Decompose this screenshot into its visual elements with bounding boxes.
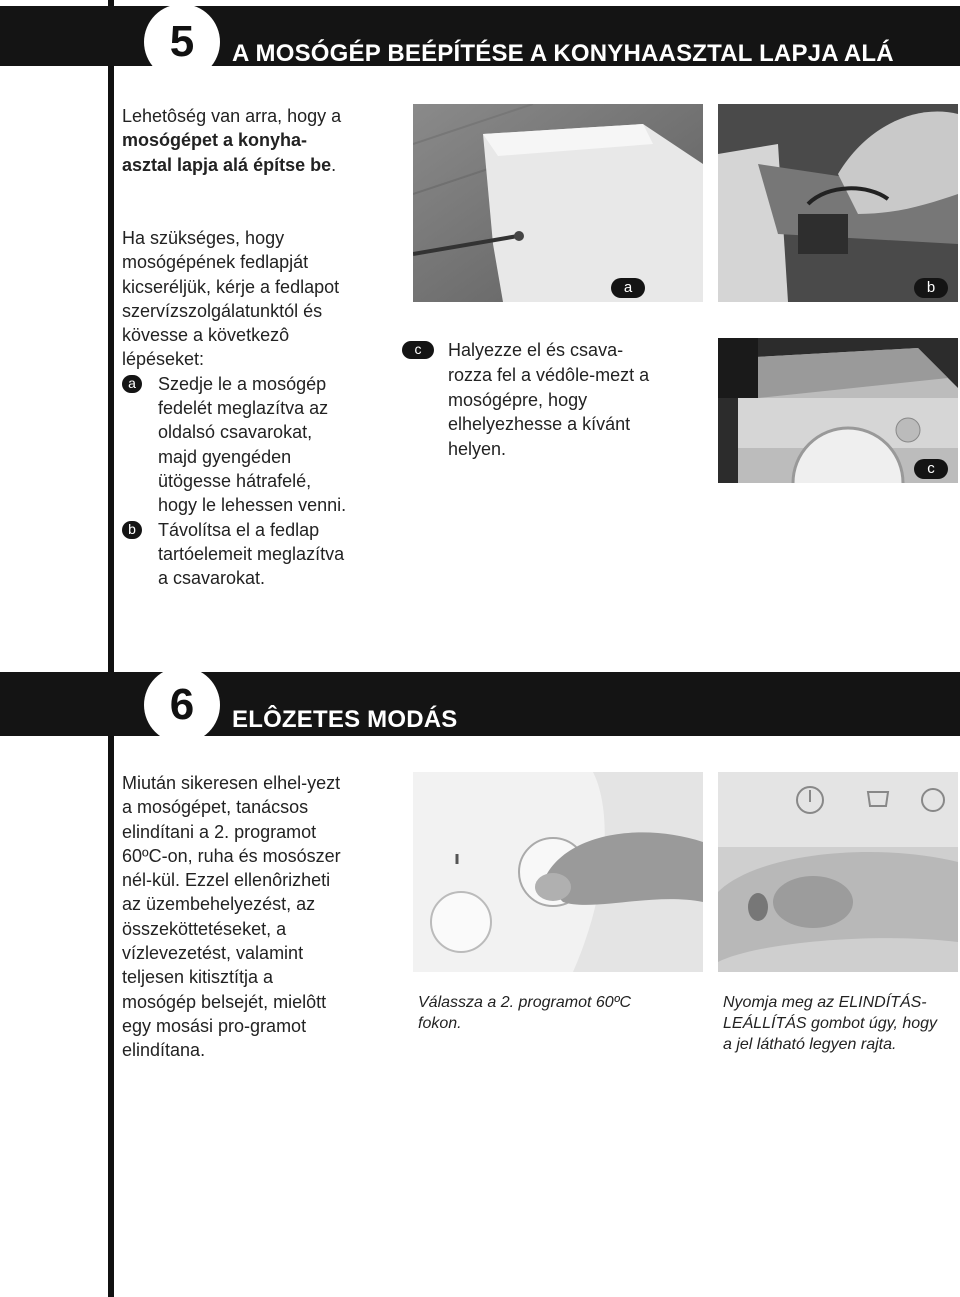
photo-a-badge: a	[611, 278, 645, 298]
section5-paragraph: Ha szükséges, hogy mosógépének fedlapját kicseréljük, kérje a fedlapot szervízszolgálatunktól és kövesse a következô lépéseket:	[122, 228, 340, 370]
section5-title: A MOSÓGÉP BEÉPÍTÉSE A KONYHAASZTAL LAPJA ALÁ	[232, 40, 894, 67]
step-c-badge: c	[402, 341, 434, 359]
caption-press-start: Nyomja meg az ELINDÍTÁS-LEÁLLÍTÁS gombot úgy, hogy a jel látható legyen rajta.	[723, 994, 938, 1053]
section6-number: 6	[144, 667, 220, 743]
photo-c-badge: c	[914, 459, 948, 479]
step-c-text: Halyezze el és csava-rozza fel a védôle-mezt a mosógépre, hogy elhelyezhesse a kívánt helyen.	[448, 340, 650, 460]
photo-remove-brackets	[718, 104, 958, 302]
left-rule	[108, 0, 114, 1297]
photo-fit-cover	[718, 338, 958, 483]
section5-number: 5	[144, 4, 220, 80]
photo-start-button	[718, 772, 958, 972]
photo-program-dial	[413, 772, 703, 972]
photo-remove-lid	[413, 104, 703, 302]
section5-body	[122, 226, 350, 590]
step-b-text: Távolítsa el a fedlap tartóelemeit meglazítva a csavarokat.	[158, 519, 345, 589]
step-c	[402, 338, 662, 462]
caption-select-program: Válassza a 2. programot 60ºC fokon.	[418, 994, 632, 1032]
step-c-item	[402, 338, 662, 462]
section5-intro: Lehetôség van arra, hogy a mosógépet a konyha-asztal lapja alá építse be.	[122, 106, 342, 175]
step-a	[122, 372, 350, 518]
step-b-badge: b	[122, 521, 142, 539]
photo-b-badge: b	[914, 278, 948, 298]
section6-paragraph: Miután sikeresen elhel-yezt a mosógépet, tanácsos elindítani a 2. programot 60ºC-on, ruha és mosószer nél-kül. Ezzel ellenôrizheti az üzembehelyezést, az összeköttetéseket, a vízlevezetést, valamint teljesen kitisztítja a mosógép belsejét, mielôtt egy mosási pro-gramot elindítana.	[122, 773, 341, 1061]
step-a-text: Szedje le a mosógép fedelét meglazítva az oldalsó csavarokat, majd gyengéden ütögesse hátrafelé, hogy le lehessen venni.	[158, 373, 347, 516]
section6-title: ELÔZETES MODÁS	[232, 706, 458, 733]
step-a-badge: a	[122, 375, 142, 393]
step-b	[122, 518, 350, 591]
